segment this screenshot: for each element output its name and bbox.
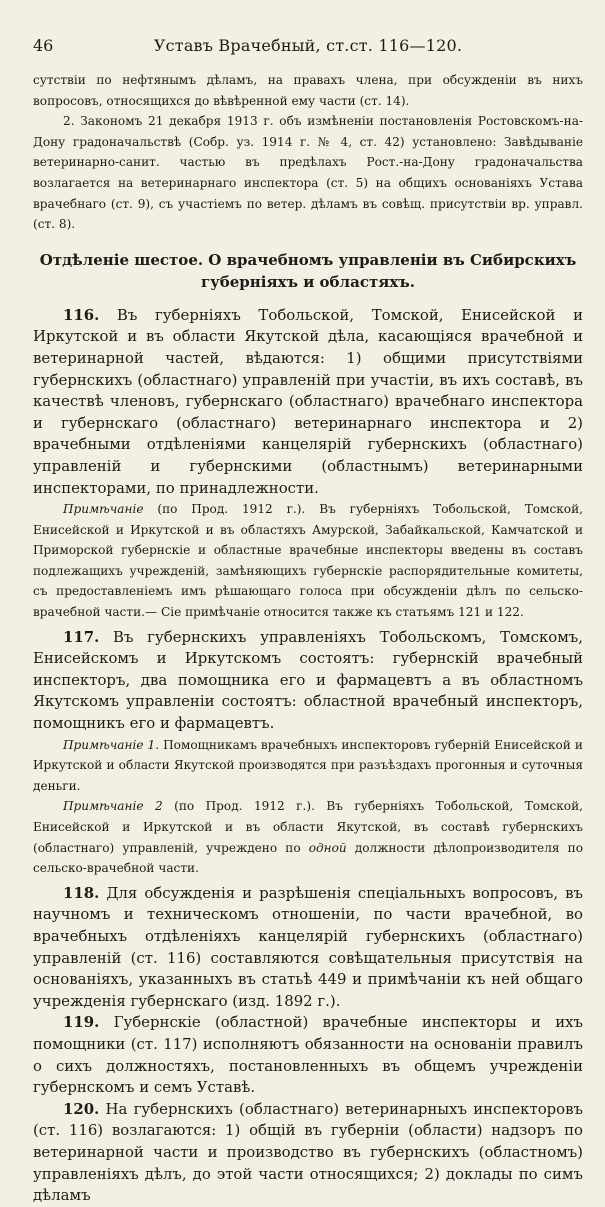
- emphasized-word: одной: [308, 840, 347, 855]
- page-number: 46: [33, 36, 54, 55]
- article-text: На губернскихъ (областнаго) ветеринарныхъ инспекторовъ (ст. 116) возлагаются: 1) общій въ губерніи (области) надзоръ по ветеринарной части и производство въ губернскихъ (областномъ) управленіяхъ дѣлъ, до этой части относящихся; 2) доклады по симъ дѣламъ: [33, 1099, 584, 1205]
- article-118: [33, 883, 583, 1013]
- article-117-note-1: [33, 735, 583, 797]
- article-text: Въ губерніяхъ Тобольской, Томской, Енисейской и Иркутской и въ области Якутской дѣла, касающіяся врачебной и ветеринарной частей, вѣдаются: 1) общими присутствіями губернскихъ (областнаго) управленій при участіи, въ ихъ составѣ, въ качествѣ членовъ, губернскаго (областнаго) врачебнаго инспектора и губернскаго (областнаго) ветеринарнаго инспектора и 2) врачебными отдѣленіями канцелярій губернскихъ (областнаго) управленій и губернскими (областнымъ) ветеринарными инспекторами, по принадлежности.: [33, 305, 584, 497]
- note-label: Примѣчаніе 1.: [63, 737, 160, 752]
- page-body: [33, 70, 583, 1207]
- article-text: Для обсужденія и разрѣшенія спеціальныхъ вопросовъ, въ научномъ и техническомъ отношеніи, по части врачебной, во врачебныхъ отдѣленіяхъ канцелярій губернскихъ (областнаго) управленій (ст. 116) составляются совѣщательныя присутствія на основаніяхъ, указанныхъ въ статьѣ 449 и примѣчаніи къ ней общаго учрежденія губернскаго (изд. 1892 г.).: [33, 883, 584, 1010]
- article-117-note-2: [33, 796, 583, 878]
- note-label: Примѣчаніе 2: [63, 799, 163, 814]
- article-120: [33, 1099, 583, 1207]
- page-header: [33, 36, 583, 60]
- note-label: Примѣчаніе: [63, 502, 144, 517]
- article-text: Въ губернскихъ управленіяхъ Тобольскомъ, Томскомъ, Енисейскомъ и Иркутскомъ состоятъ: губернскій врачебный инспекторъ, два помощника его и фармацевтъ а въ областномъ Якутскомъ управленіи состоятъ: областной врачебный инспекторъ, помощникъ его и фармацевтъ.: [33, 627, 584, 733]
- article-number: 116.: [63, 305, 100, 324]
- article-119: [33, 1012, 583, 1098]
- article-number: 117.: [63, 627, 100, 646]
- article-number: 118.: [63, 883, 100, 902]
- article-116: [33, 305, 583, 499]
- law-note-paragraph: 2. Закономъ 21 декабря 1913 г. объ измѣненіи постановленія Ростовскомъ-на-Дону градоначальствѣ (Собр. уз. 1914 г. № 4, ст. 42) установлено: Завѣдываніе ветеринарно-санит. частью въ предѣлахъ Рост.-на-Дону градоначальства возлагается на ветеринарнаго инспектора (ст. 5) на общихъ основаніяхъ Устава врачебнаго (ст. 9), съ участіемъ по ветер. дѣламъ въ совѣщ. присутствіи вр. управл. (ст. 8).: [33, 114, 583, 232]
- article-number: 120.: [63, 1099, 100, 1118]
- continued-paragraph: сутствіи по нефтянымъ дѣламъ, на правахъ члена, при обсужденіи въ нихъ вопросовъ, относящихся до вѣвѣренной ему части (ст. 14).: [33, 73, 583, 108]
- note-text: Помощникамъ врачебныхъ инспекторовъ губерній Енисейской и Иркутской и области Якутской производятся при разъѣздахъ прогонныя и суточныя деньги.: [33, 737, 583, 793]
- note-text: должности дѣлопроизводителя по сельско-врачебной части.: [33, 840, 583, 876]
- note-text: (по Прод. 1912 г.). Въ губерніяхъ Тобольской, Томской, Енисейской и Иркутской и въ областяхъ Амурской, Забайкальской, Камчатской и Приморской губернскіе и областные врачебные инспекторы введены въ составъ подлежащихъ учрежденій, замѣняющихъ губернскіе распорядительные комитеты, съ предоставленіемъ имъ рѣшающаго голоса при обсужденіи дѣлъ по сельско-врачебной части.— Сіе примѣчаніе относится также къ статьямъ 121 и 122.: [33, 502, 583, 620]
- running-title: Уставъ Врачебный, ст.ст. 116—120.: [153, 36, 463, 55]
- article-number: 119.: [63, 1013, 100, 1032]
- article-116-note: [33, 499, 583, 623]
- article-117: [33, 627, 583, 735]
- section-heading: Отдѣленіе шестое. О врачебномъ управленіи въ Сибирскихъ губерніяхъ и областяхъ.: [39, 250, 577, 291]
- article-text: Губернскіе (областной) врачебные инспекторы и ихъ помощники (ст. 117) исполняютъ обязанности на основаніи правилъ о сихъ должностяхъ, постановленныхъ въ общемъ учрежденіи губернскомъ и семъ Уставѣ.: [33, 1013, 584, 1097]
- note-text: (по Прод. 1912 г.). Въ губерніяхъ Тобольской, Томской, Енисейской и Иркутской и въ области Якутской, въ составѣ губернскихъ (областнаго) управленій, учреждено по: [33, 799, 583, 855]
